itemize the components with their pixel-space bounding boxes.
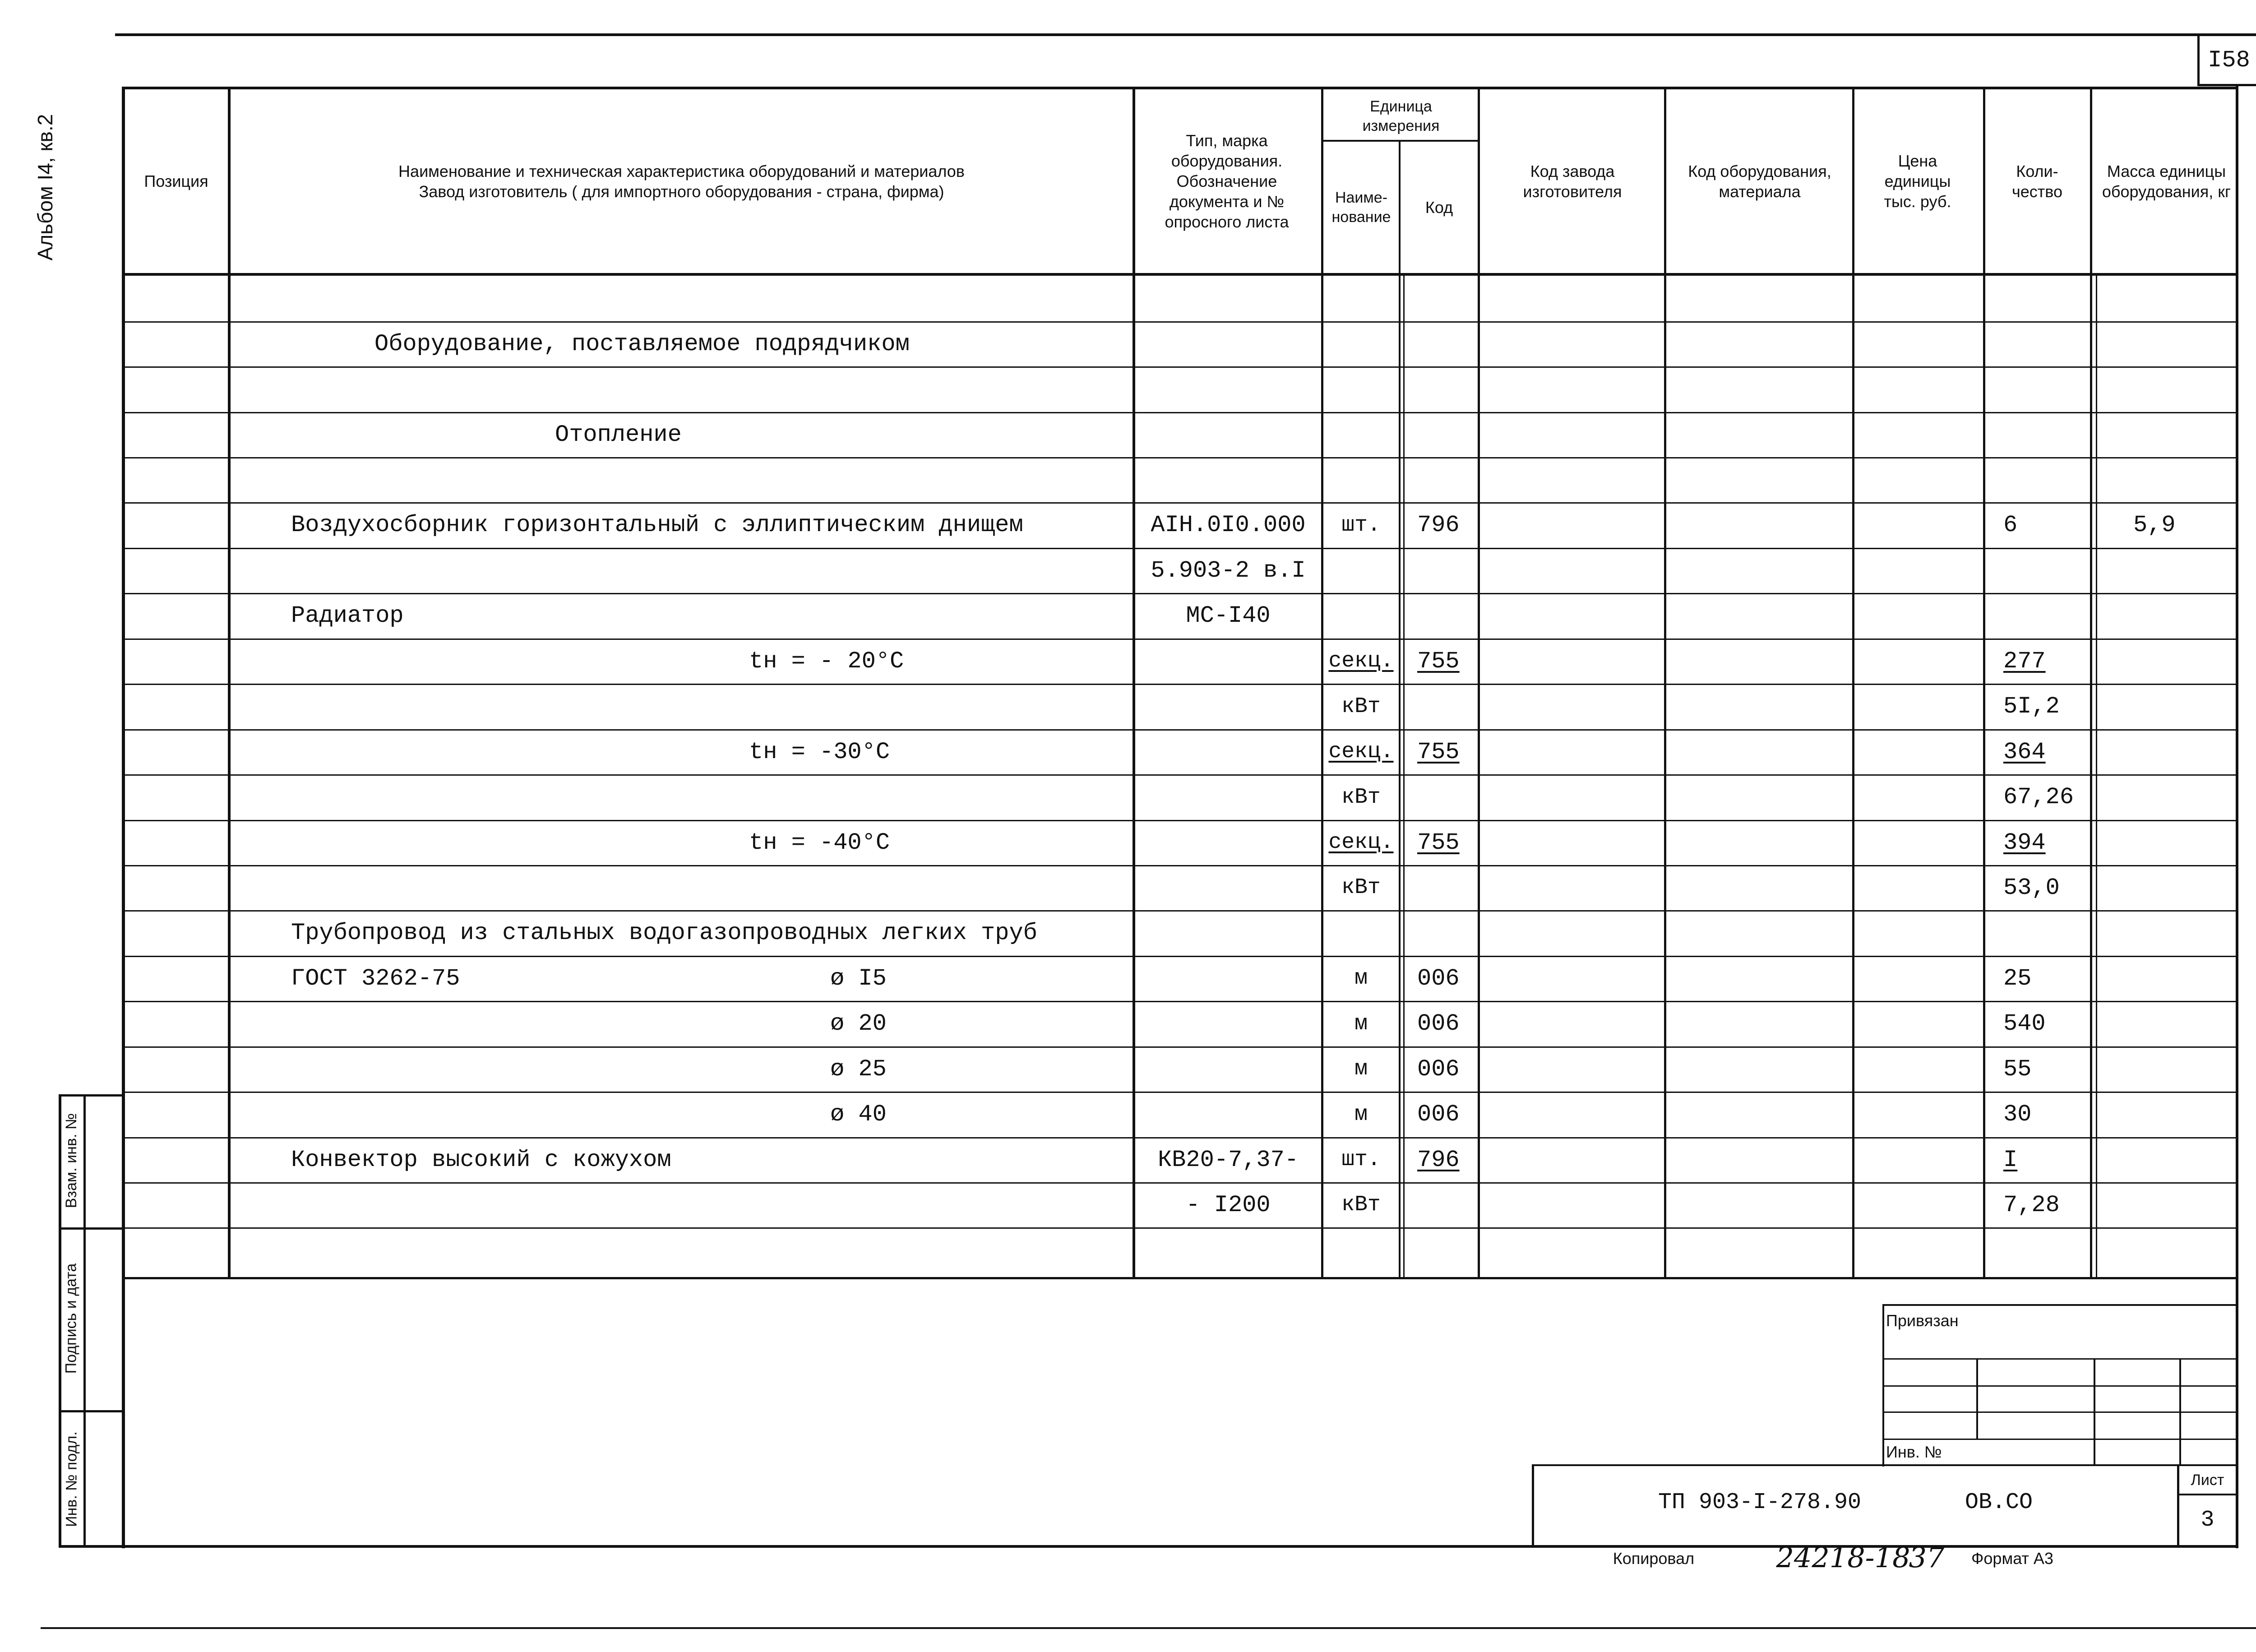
row-quantity xyxy=(2003,910,2090,956)
table-row xyxy=(0,548,2238,593)
header-mass: Масса единицы оборудования, кг xyxy=(2102,162,2231,201)
table-row xyxy=(0,276,2238,321)
sheet-number: 3 xyxy=(2201,1507,2214,1533)
table-row xyxy=(0,457,2238,502)
row-name: Воздухосборник горизонтальный с эллиптическим днищем xyxy=(291,512,1023,538)
row-type: - I200 xyxy=(1186,1191,1271,1218)
table-row xyxy=(0,412,2238,457)
row-unit xyxy=(1323,366,1399,412)
row-quantity: 5I,2 xyxy=(2003,693,2060,720)
row-mass xyxy=(2133,457,2236,502)
table-row xyxy=(0,321,2238,366)
row-quantity xyxy=(2003,1227,2090,1277)
header-name-line1: Наименование и техническая характеристика оборудований и материалов xyxy=(398,162,965,180)
row-type xyxy=(1135,321,1321,366)
row-quantity: 30 xyxy=(2003,1101,2032,1128)
row-name xyxy=(291,1182,1083,1227)
row-name xyxy=(291,865,1083,910)
row-type xyxy=(1135,276,1321,321)
row-type xyxy=(1135,729,1321,774)
row-type xyxy=(1135,1046,1321,1092)
row-code: 796 xyxy=(1417,1146,1460,1173)
row-unit: кВт xyxy=(1341,875,1381,900)
inv-podl-label: Инв. № подл. xyxy=(63,1431,80,1527)
row-name xyxy=(291,548,1083,593)
row-quantity: 540 xyxy=(2003,1010,2046,1037)
row-code xyxy=(1405,366,1478,412)
row-unit: кВт xyxy=(1341,1193,1381,1217)
table-row xyxy=(0,1182,2238,1227)
row-name xyxy=(291,457,1083,502)
table-row xyxy=(0,956,2238,1001)
sheet-label: Лист xyxy=(2191,1471,2224,1489)
table-row xyxy=(0,684,2238,729)
row-mass xyxy=(2133,276,2236,321)
row-unit: м xyxy=(1355,1102,1368,1127)
document-mark: ОВ.СО xyxy=(1965,1489,2033,1515)
row-type xyxy=(1135,366,1321,412)
row-quantity: 7,28 xyxy=(2003,1191,2060,1218)
row-quantity xyxy=(2003,548,2090,593)
row-type xyxy=(1135,639,1321,684)
row-diameter: ø 40 xyxy=(830,1101,887,1128)
row-mass xyxy=(2133,366,2236,412)
row-unit: кВт xyxy=(1341,785,1381,810)
sheet-corner-number: I58 xyxy=(2208,46,2250,74)
row-name: Радиатор xyxy=(291,602,404,629)
row-type: КВ20-7,37- xyxy=(1157,1146,1299,1173)
row-code xyxy=(1405,593,1478,639)
kopiroval-label: Копировал xyxy=(1613,1549,1695,1568)
row-unit: шт. xyxy=(1341,513,1381,537)
row-quantity: 6 xyxy=(2003,512,2018,538)
row-name: ГОСТ 3262-75 xyxy=(291,965,460,992)
row-diameter: ø 20 xyxy=(830,1010,887,1037)
header-factory-code: Код завода изготовителя xyxy=(1523,162,1622,201)
album-label: Альбом I4, кв.2 xyxy=(33,114,57,261)
row-mass xyxy=(2133,1092,2236,1137)
row-mass xyxy=(2133,684,2236,729)
row-code xyxy=(1405,321,1478,366)
row-unit: секц. xyxy=(1328,830,1394,855)
header-price: Цена единицы тыс. руб. xyxy=(1884,152,1951,211)
row-quantity: 25 xyxy=(2003,965,2032,992)
table-row xyxy=(0,1092,2238,1137)
row-quantity xyxy=(2003,412,2090,457)
document-code: ТП 903-I-278.90 xyxy=(1658,1489,1862,1515)
row-name: tн = -30°C xyxy=(749,738,890,765)
table-row xyxy=(0,729,2238,774)
row-type xyxy=(1135,1092,1321,1137)
row-quantity: 394 xyxy=(2003,829,2046,856)
row-mass xyxy=(2133,910,2236,956)
row-unit: кВт xyxy=(1341,694,1381,719)
table-row xyxy=(0,910,2238,956)
row-mass xyxy=(2133,1137,2236,1182)
row-name xyxy=(291,366,1083,412)
row-quantity: I xyxy=(2003,1146,2018,1173)
row-quantity: 277 xyxy=(2003,648,2046,675)
header-position: Позиция xyxy=(144,172,208,190)
row-unit: шт. xyxy=(1341,1148,1381,1172)
table-row xyxy=(0,774,2238,820)
row-type xyxy=(1135,1001,1321,1046)
header-type: Тип, марка оборудования. Обозначение документа и № опросного листа xyxy=(1165,131,1289,231)
row-type xyxy=(1135,412,1321,457)
row-code xyxy=(1405,684,1478,729)
format-label: Формат А3 xyxy=(1971,1549,2053,1568)
row-mass xyxy=(2133,865,2236,910)
row-mass xyxy=(2133,321,2236,366)
row-code xyxy=(1405,412,1478,457)
table-row xyxy=(0,865,2238,910)
row-name xyxy=(291,774,1083,820)
row-name: Конвектор высокий с кожухом xyxy=(291,1146,671,1173)
page-bottom-line xyxy=(41,1627,2256,1629)
row-quantity xyxy=(2003,366,2090,412)
podpis-data-label: Подпись и дата xyxy=(62,1263,80,1374)
row-type xyxy=(1135,956,1321,1001)
row-code xyxy=(1405,457,1478,502)
row-type: AIH.0I0.000 xyxy=(1151,512,1306,538)
copy-number-2: 37 xyxy=(1909,1541,1945,1574)
table-row xyxy=(0,366,2238,412)
row-type xyxy=(1135,457,1321,502)
row-unit: м xyxy=(1355,1011,1368,1036)
table-row xyxy=(0,1001,2238,1046)
table-row xyxy=(0,639,2238,684)
row-code: 006 xyxy=(1417,1101,1460,1128)
header-unit-code: Код xyxy=(1425,198,1453,217)
row-code xyxy=(1405,1182,1478,1227)
row-code xyxy=(1405,548,1478,593)
header-name-line2: Завод изготовитель ( для импортного оборудования - страна, фирма) xyxy=(419,182,944,201)
row-type xyxy=(1135,684,1321,729)
row-code: 006 xyxy=(1417,1055,1460,1083)
row-code: 796 xyxy=(1417,512,1460,538)
row-unit xyxy=(1323,593,1399,639)
row-mass xyxy=(2133,548,2236,593)
row-name: tн = - 20°C xyxy=(749,648,904,675)
row-mass xyxy=(2133,1182,2236,1227)
row-unit xyxy=(1323,548,1399,593)
row-unit: секц. xyxy=(1328,740,1394,764)
row-diameter: ø I5 xyxy=(830,965,887,992)
row-unit xyxy=(1323,276,1399,321)
row-name xyxy=(291,1227,1083,1277)
header-unit-group: Единица измерения xyxy=(1362,98,1440,134)
row-type xyxy=(1135,820,1321,865)
row-quantity: 53,0 xyxy=(2003,874,2060,901)
header-quantity: Коли-чество xyxy=(2011,162,2062,201)
row-quantity: 364 xyxy=(2003,738,2046,765)
table-row xyxy=(0,1046,2238,1092)
table-row xyxy=(0,502,2238,548)
row-quantity xyxy=(2003,457,2090,502)
privyazan-label: Привязан xyxy=(1886,1311,1959,1330)
header-unit-name: Наиме-нование xyxy=(1331,189,1391,226)
row-name xyxy=(291,684,1083,729)
row-name: Отопление xyxy=(555,421,682,448)
row-unit xyxy=(1323,457,1399,502)
row-code xyxy=(1405,276,1478,321)
row-code: 006 xyxy=(1417,1010,1460,1037)
row-unit: секц. xyxy=(1328,649,1394,673)
row-unit xyxy=(1323,1227,1399,1277)
table-row xyxy=(0,1227,2238,1277)
row-unit xyxy=(1323,910,1399,956)
row-mass xyxy=(2133,593,2236,639)
row-mass xyxy=(2133,639,2236,684)
row-mass xyxy=(2133,820,2236,865)
row-quantity xyxy=(2003,593,2090,639)
row-unit xyxy=(1323,321,1399,366)
row-quantity xyxy=(2003,321,2090,366)
row-quantity xyxy=(2003,276,2090,321)
copy-number: 24218-18 xyxy=(1776,1541,1910,1574)
vzam-inv-label: Взам. инв. № xyxy=(63,1113,80,1208)
row-type xyxy=(1135,1227,1321,1277)
row-mass xyxy=(2133,774,2236,820)
table-row xyxy=(0,820,2238,865)
row-type: МС-I40 xyxy=(1186,602,1271,629)
stamp-inv-no-label: Инв. № xyxy=(1886,1443,1942,1461)
row-mass xyxy=(2133,412,2236,457)
top-border xyxy=(115,33,2256,36)
row-quantity: 55 xyxy=(2003,1055,2032,1083)
row-code xyxy=(1405,774,1478,820)
row-name: tн = -40°C xyxy=(749,829,890,856)
table-row xyxy=(0,593,2238,639)
row-mass xyxy=(2133,956,2236,1001)
header-equipment-code: Код оборудования, материала xyxy=(1688,162,1831,201)
table-row xyxy=(0,1137,2238,1182)
row-code xyxy=(1405,865,1478,910)
header-name xyxy=(231,89,1133,273)
row-type xyxy=(1135,865,1321,910)
row-code xyxy=(1405,910,1478,956)
row-unit xyxy=(1323,412,1399,457)
row-name: Оборудование, поставляемое подрядчиком xyxy=(374,330,910,357)
row-mass xyxy=(2133,1001,2236,1046)
row-type xyxy=(1135,774,1321,820)
row-code: 755 xyxy=(1417,829,1460,856)
row-code: 755 xyxy=(1417,738,1460,765)
row-diameter: ø 25 xyxy=(830,1055,887,1083)
row-unit: м xyxy=(1355,1057,1368,1081)
row-quantity: 67,26 xyxy=(2003,784,2074,810)
row-mass xyxy=(2133,729,2236,774)
row-name: Трубопровод из стальных водогазопроводных легких труб xyxy=(291,920,1037,946)
row-mass xyxy=(2133,1046,2236,1092)
row-code: 755 xyxy=(1417,648,1460,675)
row-mass xyxy=(2133,1227,2236,1277)
row-code: 006 xyxy=(1417,965,1460,992)
row-type xyxy=(1135,910,1321,956)
row-code xyxy=(1405,1227,1478,1277)
row-name xyxy=(291,276,1083,321)
row-type: 5.903-2 в.I xyxy=(1151,557,1306,584)
row-mass: 5,9 xyxy=(2133,512,2176,538)
row-unit: м xyxy=(1355,966,1368,990)
